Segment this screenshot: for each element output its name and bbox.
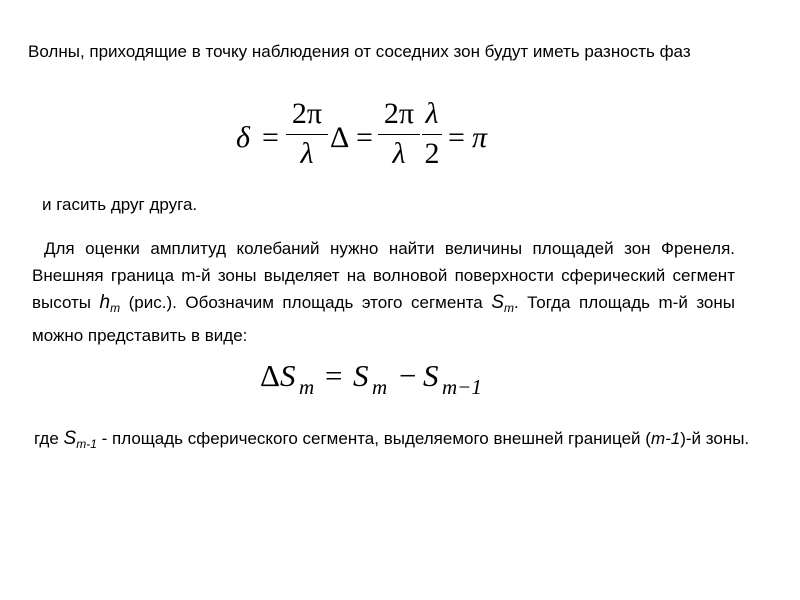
Delta-symbol: Δ <box>260 358 280 393</box>
fraction-bar <box>286 134 328 135</box>
intro-text: Волны, приходящие в точку наблюдения от соседних зон будут иметь разность фаз <box>28 42 691 61</box>
m-subscript: m <box>372 375 388 399</box>
cancel-paragraph <box>42 193 197 217</box>
m-minus-1-subscript: m−1 <box>442 375 482 399</box>
S-symbol: S <box>280 358 296 393</box>
S-variable: S <box>63 428 77 449</box>
segment-definition-paragraph <box>34 427 750 456</box>
estimate-text-part-1: Для оценки амплитуд колебаний нужно найти величины площадей зон Френеля. Внешняя граница m-й зоны выделяет на волновой поверхности сферический сегмент высоты <box>32 239 735 312</box>
fraction-denominator: 2 <box>424 137 440 170</box>
fraction-2pi-over-lambda-1 <box>286 97 328 171</box>
fraction-2pi-over-lambda-2 <box>378 97 420 171</box>
S-subscript-m-minus-1: m-1 <box>76 437 97 451</box>
S-subscript: m <box>503 301 514 315</box>
where-text-2: - площадь сферического сегмента, выделяемого внешней границей ( <box>96 429 651 448</box>
minus-sign: − <box>399 358 417 393</box>
amplitude-estimate-text <box>32 235 735 349</box>
fraction-denominator: λ <box>300 137 314 170</box>
fraction-numerator: λ <box>425 97 439 130</box>
fraction-denominator: λ <box>392 137 406 170</box>
estimate-text-part-3: . Тогда площадь m-й зоны можно представить в виде: <box>32 293 735 345</box>
m-subscript: m <box>299 375 315 399</box>
pi-symbol: π <box>472 121 488 154</box>
fraction-bar <box>422 134 442 135</box>
S-symbol: S <box>423 358 439 393</box>
intro-paragraph <box>28 40 728 64</box>
S-symbol: S <box>353 358 369 393</box>
fraction-numerator: 2π <box>291 97 323 130</box>
fraction-bar <box>378 134 420 135</box>
cancel-text: и гасить друг друга. <box>42 195 198 214</box>
h-subscript: m <box>110 301 121 315</box>
estimate-text-part-2: (рис.). Обозначим площадь этого сегмента <box>120 293 492 312</box>
m-minus-1-variable: m-1 <box>650 429 681 448</box>
where-text-1: где <box>34 429 64 448</box>
equals-sign-1: = <box>262 121 279 154</box>
equals-sign-2: = <box>356 121 373 154</box>
fraction-lambda-over-2 <box>422 97 442 171</box>
h-variable: h <box>99 292 111 313</box>
equals-sign: = <box>325 358 343 393</box>
delta-symbol: δ <box>236 121 250 154</box>
amplitude-estimate-paragraph <box>32 235 735 349</box>
Delta-symbol: Δ <box>330 121 350 154</box>
equals-sign-3: = <box>448 121 465 154</box>
where-text-3: )-й зоны. <box>680 429 750 448</box>
S-variable: S <box>491 292 504 313</box>
fraction-numerator: 2π <box>383 97 415 130</box>
